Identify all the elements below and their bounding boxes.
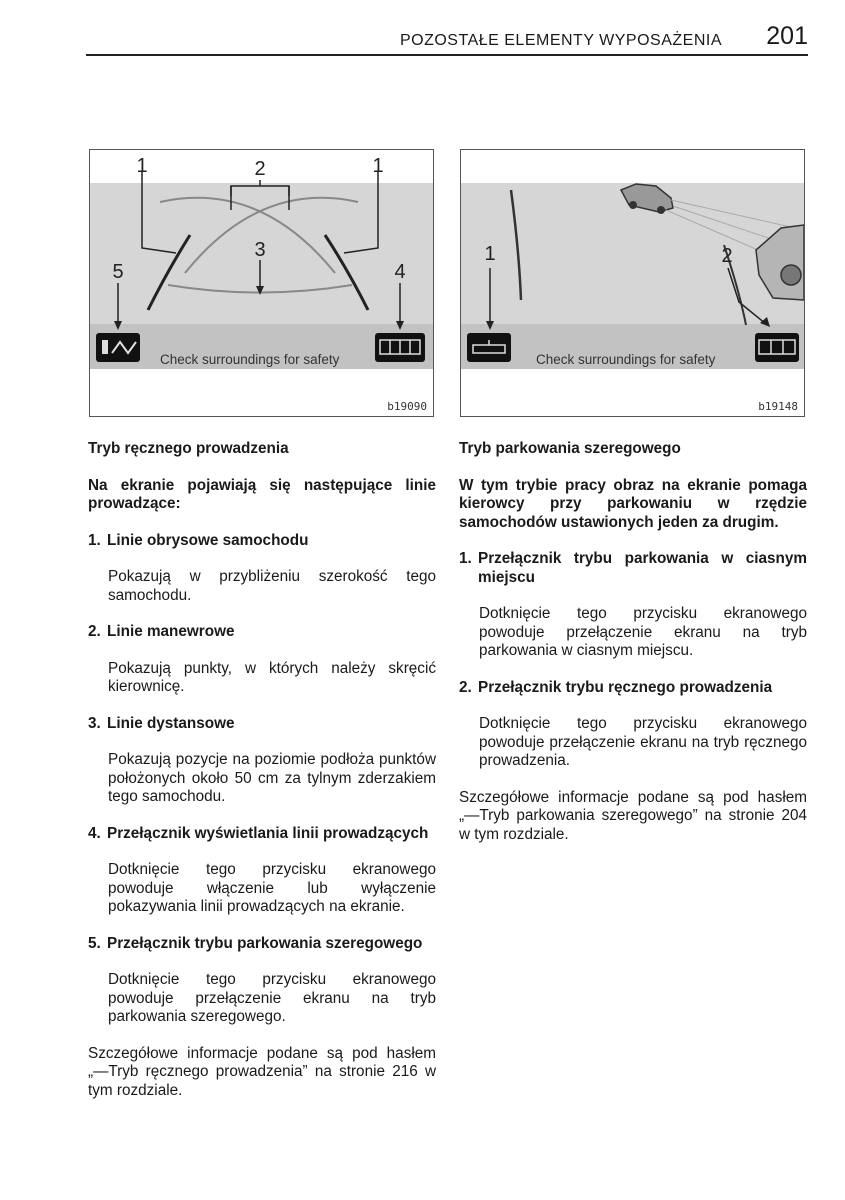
screen-safety-message: Check surroundings for safety <box>536 352 716 367</box>
list-item-title: 1. Przełącznik trybu parkowania w ciasnym miejscu <box>459 550 807 586</box>
cross-reference: Szczegółowe informacje podane są pod hasłem „—Tryb ręcznego prowadzenia” na stronie 216 w tym rozdziale. <box>88 1044 436 1099</box>
section-intro: W tym trybie pracy obraz na ekranie pomaga kierowcy przy parkowaniu w rzędzie samochodów ustawionych jeden za drugim. <box>459 476 807 531</box>
list-item-title: 5. Przełącznik trybu parkowania szeregowego <box>88 934 423 952</box>
callout-number: 2 <box>721 245 733 267</box>
cross-reference: Szczegółowe informacje podane są pod hasłem „—Tryb parkowania szeregowego” na stronie 204 w tym rozdziale. <box>459 788 807 843</box>
callout-number: 1 <box>372 155 384 177</box>
list-item-description: Pokazują w przybliżeniu szerokość tego samochodu. <box>108 568 436 604</box>
section-heading: Tryb parkowania szeregowego <box>459 440 681 457</box>
list-item-title: 2. Przełącznik trybu ręcznego prowadzenia <box>459 678 773 696</box>
section-heading: Tryb ręcznego prowadzenia <box>88 440 289 457</box>
list-item-description: Dotknięcie tego przycisku ekranowego powoduje przełączenie ekranu na tryb parkowania szeregowego. <box>108 971 436 1025</box>
section-intro: Na ekranie pojawiają się następujące linie prowadzące: <box>88 476 436 512</box>
figure-parallel-park-mode <box>460 149 805 417</box>
list-item-description: Pokazują pozycje na poziomie podłoża punktów położonych około 50 cm za tylnym zderzakiem tego samochodu. <box>108 751 436 805</box>
screen-safety-message: Check surroundings for safety <box>160 352 340 367</box>
list-item-title: 1. Linie obrysowe samochodu <box>88 531 309 549</box>
figure-code: b19090 <box>387 400 427 413</box>
callout-number: 1 <box>136 155 148 177</box>
left-column <box>88 440 436 1100</box>
callout-number: 3 <box>254 239 266 261</box>
camera-screen-illustration <box>90 150 433 416</box>
list-item-description: Dotknięcie tego przycisku ekranowego powoduje przełączenie ekranu na tryb ręcznego prowadzenia. <box>479 715 807 769</box>
page-header <box>86 24 808 56</box>
list-item-description: Pokazują punkty, w których należy skręcić kierownicę. <box>108 659 436 695</box>
list-item-title: 3. Linie dystansowe <box>88 714 235 732</box>
callout-number: 2 <box>254 158 266 180</box>
list-item-title: 2. Linie manewrowe <box>88 623 235 640</box>
list-item-description: Dotknięcie tego przycisku ekranowego powoduje przełączenie ekranu na tryb parkowania w ciasnym miejscu. <box>479 605 807 659</box>
figure-manual-guide-mode <box>89 149 434 417</box>
page-number: 201 <box>766 22 808 50</box>
callout-number: 1 <box>484 243 496 265</box>
figure-code: b19148 <box>758 400 798 413</box>
camera-screen-illustration <box>461 150 804 416</box>
section-title: POZOSTAŁE ELEMENTY WYPOSAŻENIA <box>399 32 722 49</box>
manual-guide-mode-button <box>755 333 799 362</box>
list-item-description: Dotknięcie tego przycisku ekranowego powoduje włączenie lub wyłączenie pokazywania linii prowadzących na ekranie. <box>108 861 436 915</box>
list-item-title: 4. Przełącznik wyświetlania linii prowadzących <box>88 824 429 842</box>
right-column <box>459 440 807 844</box>
callout-number: 4 <box>394 261 406 283</box>
callout-number: 5 <box>112 261 124 283</box>
